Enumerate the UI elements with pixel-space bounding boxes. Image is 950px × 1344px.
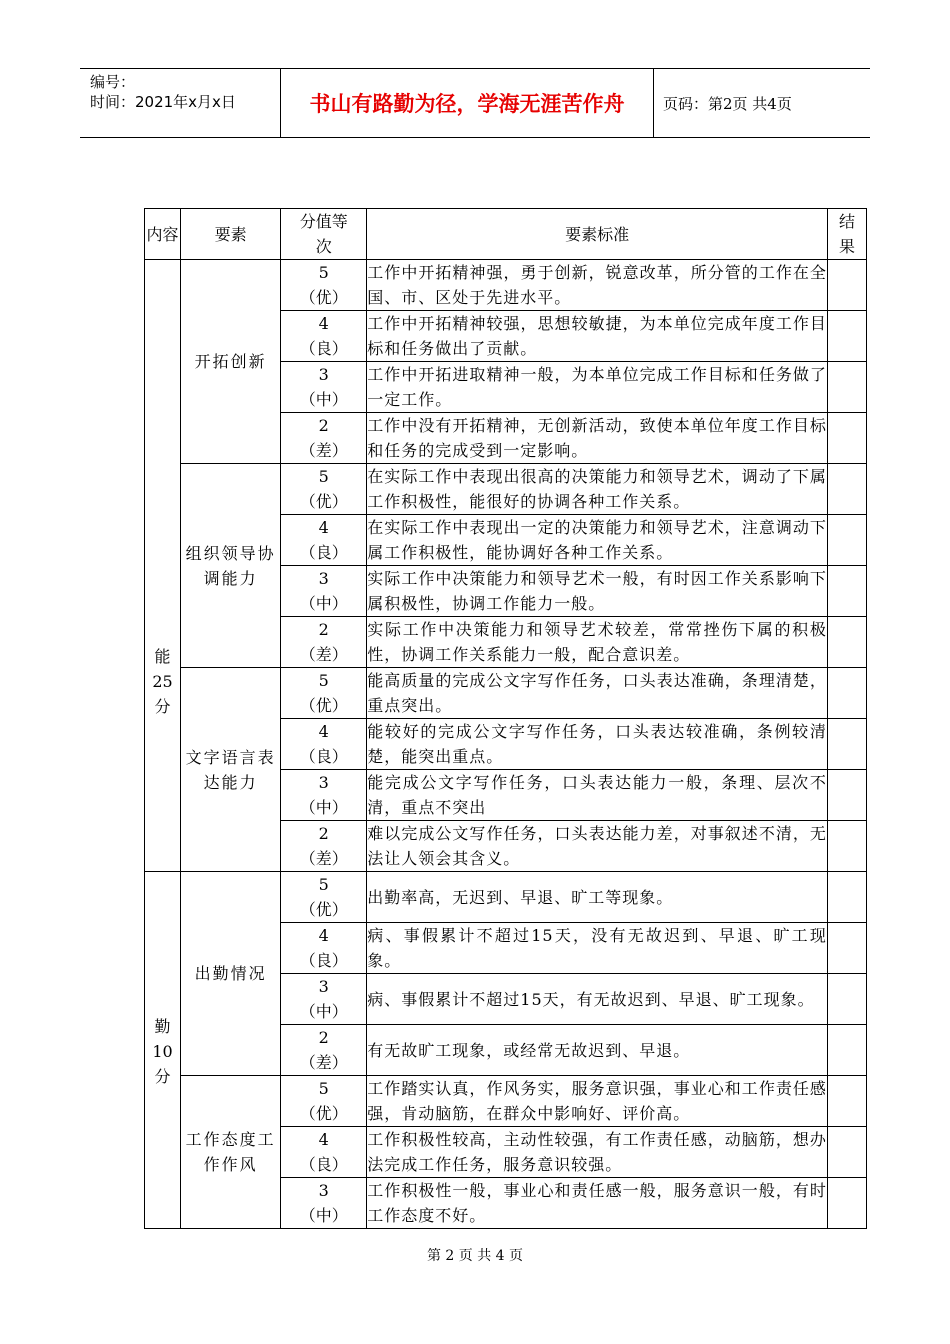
standard-cell: 实际工作中决策能力和领导艺术较差，常常挫伤下属的积极性，协调工作关系能力一般，配合意识差。 [367,617,828,668]
score-level-cell [281,1076,367,1127]
score-value: 5 [318,467,329,486]
score-value: 4 [318,722,329,741]
table-row [145,668,867,719]
score-level-cell [281,1127,367,1178]
result-cell[interactable] [827,260,866,311]
level-label: （优） [299,696,348,715]
score-level-cell [281,413,367,464]
level-label: （中） [299,1206,348,1225]
section-content-line: 能 [154,647,171,666]
score-level-cell [281,668,367,719]
standard-cell: 工作中开拓精神较强，思想较敏捷，为本单位完成年度工作目标和任务做出了贡献。 [367,311,828,362]
result-cell[interactable] [827,617,866,668]
score-level-cell [281,617,367,668]
standard-cell: 难以完成公文写作任务，口头表达能力差，对事叙述不清，无法让人领会其含义。 [367,821,828,872]
header-result: 结果 [827,209,866,260]
result-cell[interactable] [827,872,866,923]
level-label: （优） [299,288,348,307]
standard-cell: 工作积极性一般，事业心和责任感一般，服务意识一般，有时工作态度不好。 [367,1178,828,1229]
score-value: 4 [318,314,329,333]
standard-cell: 能高质量的完成公文字写作任务，口头表达准确，条理清楚，重点突出。 [367,668,828,719]
table-row [145,464,867,515]
score-value: 3 [318,977,329,996]
standard-cell: 工作积极性较高，主动性较强，有工作责任感，动脑筋，想办法完成工作任务，服务意识较强。 [367,1127,828,1178]
score-level-cell [281,260,367,311]
score-level-cell [281,515,367,566]
level-label: （中） [299,798,348,817]
score-value: 5 [318,263,329,282]
result-cell[interactable] [827,515,866,566]
level-label: （差） [299,849,348,868]
section-content-cell [145,872,181,1229]
result-cell[interactable] [827,974,866,1025]
header-score-level: 分值等次 [281,209,367,260]
standard-cell: 有无故旷工现象，或经常无故迟到、早退。 [367,1025,828,1076]
header-element: 要素 [181,209,281,260]
score-value: 2 [318,1028,329,1047]
score-level-cell [281,821,367,872]
result-cell[interactable] [827,566,866,617]
result-cell[interactable] [827,362,866,413]
level-label: （良） [299,1155,348,1174]
result-cell[interactable] [827,923,866,974]
standard-cell: 在实际工作中表现出一定的决策能力和领导艺术，注意调动下属工作积极性，能协调好各种工作关系。 [367,515,828,566]
result-cell[interactable] [827,1127,866,1178]
level-label: （优） [299,492,348,511]
score-level-cell [281,872,367,923]
element-name-cell: 组织领导协调能力 [181,464,281,668]
result-cell[interactable] [827,770,866,821]
score-level-cell [281,566,367,617]
document-number-label: 编号： [90,73,136,91]
standard-cell: 能完成公文字写作任务，口头表达能力一般，条理、层次不清，重点不突出 [367,770,828,821]
score-value: 3 [318,773,329,792]
page-footer: 第 2 页 共 4 页 [426,1248,524,1264]
section-content-line: 25 [152,672,173,691]
section-content-line: 分 [154,1066,171,1086]
standard-cell: 能较好的完成公文字写作任务，口头表达较准确，条例较清楚，能突出重点。 [367,719,828,770]
table-header-row [145,209,867,260]
score-level-cell [281,1025,367,1076]
result-cell[interactable] [827,1076,866,1127]
section-content-line: 勤 [154,1016,171,1036]
result-cell[interactable] [827,668,866,719]
result-cell[interactable] [827,821,866,872]
assessment-table [144,208,867,1229]
level-label: （中） [299,390,348,409]
score-value: 4 [318,926,329,945]
score-value: 5 [318,875,329,894]
result-cell[interactable] [827,1025,866,1076]
score-value: 5 [318,1079,329,1098]
table-row [145,260,867,311]
level-label: （差） [299,645,348,664]
table-row [145,1076,867,1127]
standard-cell: 工作中没有开拓精神，无创新活动，致使本单位年度工作目标和任务的完成受到一定影响。 [367,413,828,464]
score-level-cell [281,974,367,1025]
header-standard: 要素标准 [367,209,828,260]
table-row [145,872,867,923]
score-level-cell [281,311,367,362]
score-value: 4 [318,518,329,537]
level-label: （优） [299,1104,348,1123]
result-cell[interactable] [827,311,866,362]
level-label: （差） [299,441,348,460]
standard-cell: 病、事假累计不超过15天，有无故迟到、早退、旷工现象。 [367,974,828,1025]
table-body [145,260,867,1229]
score-value: 2 [318,824,329,843]
result-cell[interactable] [827,1178,866,1229]
score-value: 5 [318,671,329,690]
result-cell[interactable] [827,719,866,770]
score-level-cell [281,719,367,770]
score-level-cell [281,770,367,821]
score-value: 2 [318,620,329,639]
score-value: 4 [318,1130,329,1149]
element-name-cell: 开拓创新 [181,260,281,464]
standard-cell: 在实际工作中表现出很高的决策能力和领导艺术，调动了下属工作积极性，能很好的协调各种工作关系。 [367,464,828,515]
standard-cell: 出勤率高，无迟到、早退、旷工等现象。 [367,872,828,923]
standard-cell: 实际工作中决策能力和领导艺术一般，有时因工作关系影响下属积极性，协调工作能力一般。 [367,566,828,617]
standard-cell: 工作中开拓精神强，勇于创新，锐意改革，所分管的工作在全国、市、区处于先进水平。 [367,260,828,311]
section-content-cell [145,260,181,872]
header-meta [80,69,280,137]
level-label: （差） [299,1053,348,1072]
level-label: （中） [299,594,348,613]
level-label: （良） [299,339,348,358]
header-content: 内容 [145,209,181,260]
section-content-line: 10 [152,1041,173,1061]
level-label: （良） [299,951,348,970]
element-name-cell: 出勤情况 [181,872,281,1076]
document-date: 时间：2021年x月x日 [90,93,236,111]
element-name-cell: 工作态度工作作风 [181,1076,281,1229]
score-level-cell [281,923,367,974]
header-motto: 书山有路勤为径，学海无涯苦作舟 [280,69,654,137]
page-header [80,68,870,138]
level-label: （良） [299,543,348,562]
score-value: 2 [318,416,329,435]
score-level-cell [281,464,367,515]
level-label: （良） [299,747,348,766]
level-label: （优） [299,900,348,919]
standard-cell: 病、事假累计不超过15天，没有无故迟到、早退、旷工现象。 [367,923,828,974]
result-cell[interactable] [827,464,866,515]
section-content-line: 分 [154,697,171,716]
score-value: 3 [318,569,329,588]
result-cell[interactable] [827,413,866,464]
score-level-cell [281,362,367,413]
standard-cell: 工作踏实认真，作风务实，服务意识强，事业心和工作责任感强，肯动脑筋，在群众中影响好、评价高。 [367,1076,828,1127]
level-label: （中） [299,1002,348,1021]
standard-cell: 工作中开拓进取精神一般，为本单位完成工作目标和任务做了一定工作。 [367,362,828,413]
score-value: 3 [318,1181,329,1200]
element-name-cell: 文字语言表达能力 [181,668,281,872]
score-level-cell [281,1178,367,1229]
header-page-code: 页码：第2页 共4页 [663,94,792,113]
score-value: 3 [318,365,329,384]
